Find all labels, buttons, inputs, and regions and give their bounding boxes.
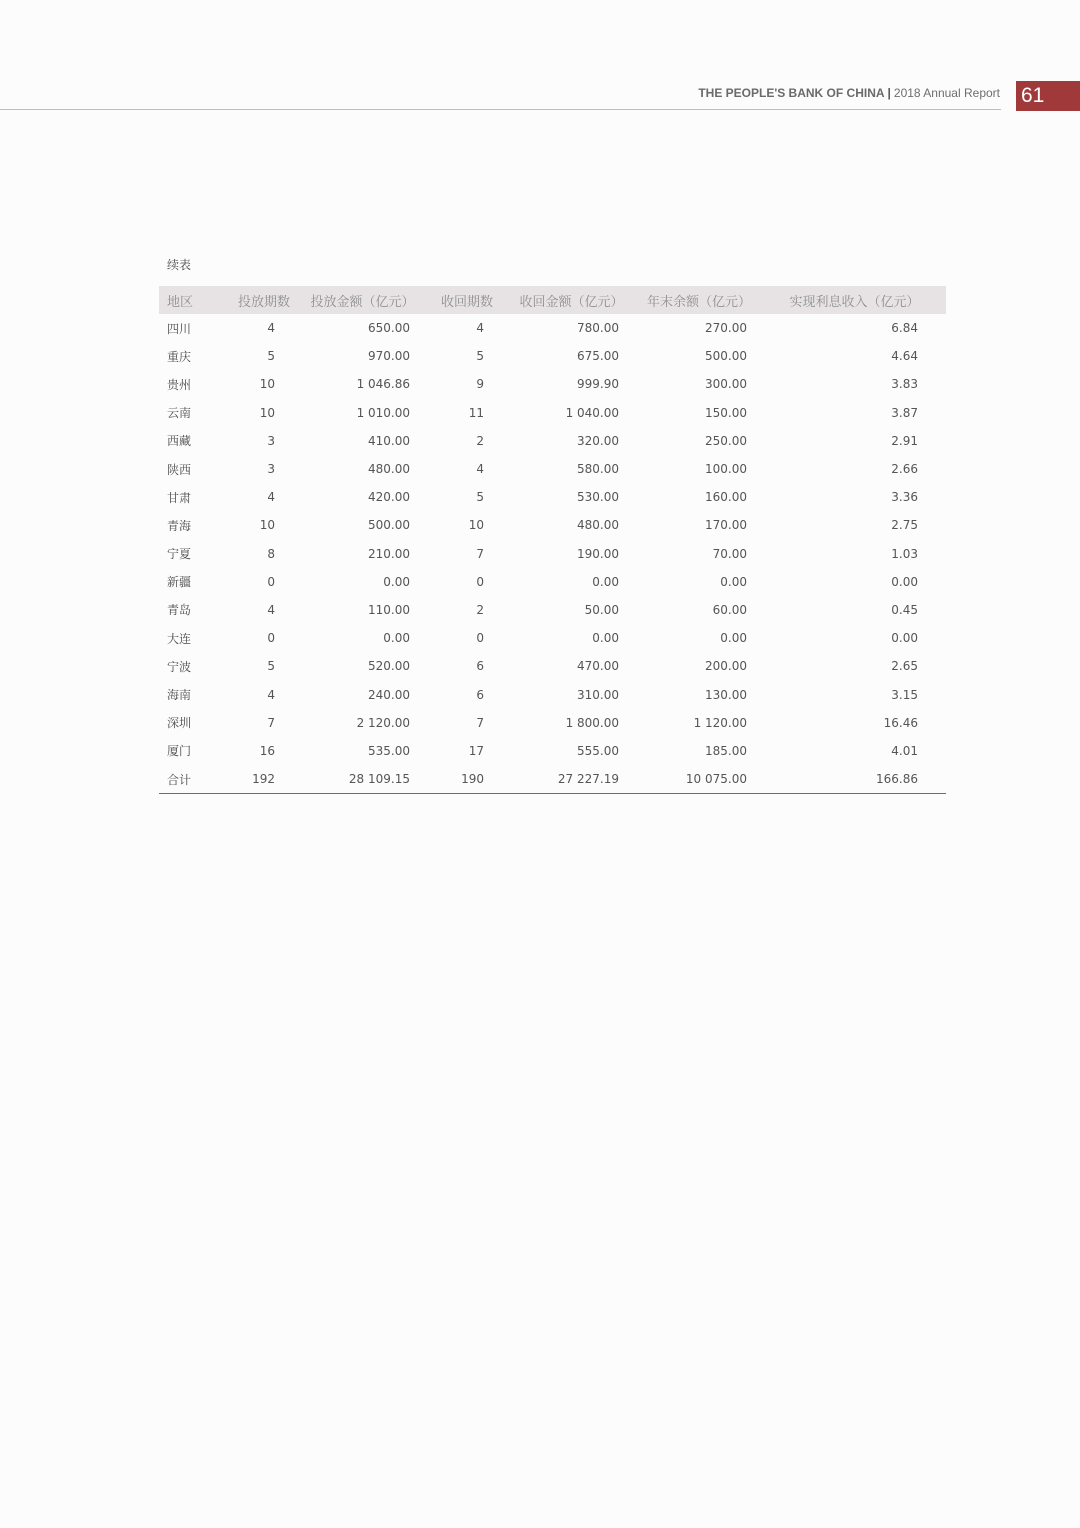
cell-year-end-balance: 185.00 [705, 743, 747, 758]
cell-issued-amount: 240.00 [368, 687, 410, 702]
table-row [159, 624, 946, 652]
cell-recovered-periods: 2 [476, 602, 484, 617]
cell-interest-income: 166.86 [763, 765, 946, 794]
cell-issued-periods: 5 [267, 659, 275, 674]
table-row [159, 596, 946, 624]
cell-interest-income: 2.75 [891, 518, 918, 533]
table-row [159, 765, 946, 794]
cell-issued-periods: 4 [267, 602, 275, 617]
cell-interest-income: 0.45 [891, 602, 918, 617]
cell-recovered-periods: 2 [476, 433, 484, 448]
cell-recovered-amount: 50.00 [584, 602, 619, 617]
cell-recovered-periods: 6 [476, 659, 484, 674]
cell-recovered-amount: 480.00 [577, 518, 619, 533]
cell-recovered-periods: 5 [476, 490, 484, 505]
running-header [698, 86, 1000, 100]
cell-recovered-amount: 27 227.19 [508, 765, 635, 794]
cell-recovered-amount: 530.00 [577, 490, 619, 505]
column-header-year-end-balance: 年末余额（亿元） [646, 294, 751, 310]
cell-issued-periods: 5 [267, 349, 275, 364]
cell-recovered-amount: 580.00 [577, 462, 619, 477]
column-header-recovered-amount: 收回金额（亿元） [519, 294, 624, 310]
cell-recovered-periods: 5 [476, 349, 484, 364]
cell-region: 大连 [167, 631, 192, 646]
cell-interest-income: 16.46 [883, 715, 918, 730]
cell-interest-income: 3.83 [891, 377, 918, 392]
cell-year-end-balance: 10 075.00 [635, 765, 763, 794]
cell-interest-income: 2.91 [891, 433, 918, 448]
cell-issued-periods: 3 [267, 462, 275, 477]
cell-region: 深圳 [167, 716, 192, 731]
cell-recovered-amount: 1 800.00 [565, 715, 619, 730]
cell-recovered-amount: 190.00 [577, 546, 619, 561]
cell-recovered-periods: 11 [468, 405, 484, 420]
cell-region: 重庆 [167, 349, 192, 364]
cell-recovered-periods: 6 [476, 687, 484, 702]
cell-issued-amount: 0.00 [383, 574, 410, 589]
cell-interest-income: 3.87 [891, 405, 918, 420]
cell-year-end-balance: 250.00 [705, 433, 747, 448]
cell-issued-periods: 0 [267, 574, 275, 589]
cell-issued-amount: 1 046.86 [356, 377, 410, 392]
cell-interest-income: 4.01 [891, 743, 918, 758]
cell-issued-periods: 10 [259, 377, 275, 392]
cell-recovered-amount: 1 040.00 [565, 405, 619, 420]
cell-issued-periods: 10 [259, 518, 275, 533]
column-header-issued-periods: 投放期数 [237, 294, 290, 310]
cell-interest-income: 2.66 [891, 462, 918, 477]
cell-year-end-balance: 0.00 [720, 631, 747, 646]
cell-recovered-periods: 4 [476, 321, 484, 336]
cell-issued-amount: 535.00 [368, 743, 410, 758]
table-row [159, 540, 946, 568]
cell-year-end-balance: 300.00 [705, 377, 747, 392]
table-row [159, 680, 946, 708]
cell-year-end-balance: 100.00 [705, 462, 747, 477]
cell-region: 甘肃 [167, 490, 192, 505]
table-row [159, 342, 946, 370]
column-header-interest-income: 实现利息收入（亿元） [789, 294, 920, 310]
table-body [159, 314, 946, 794]
cell-recovered-periods: 190 [426, 765, 508, 794]
cell-recovered-amount: 470.00 [577, 659, 619, 674]
cell-issued-periods: 3 [267, 433, 275, 448]
cell-year-end-balance: 1 120.00 [693, 715, 747, 730]
cell-region: 云南 [167, 406, 192, 421]
cell-recovered-periods: 0 [476, 574, 484, 589]
table-row [159, 652, 946, 680]
column-header-issued-amount: 投放金额（亿元） [310, 294, 415, 310]
column-header-region: 地区 [167, 294, 194, 310]
cell-issued-amount: 0.00 [383, 631, 410, 646]
cell-issued-periods: 0 [267, 631, 275, 646]
header-organization: THE PEOPLE'S BANK OF CHINA [698, 86, 885, 100]
cell-issued-amount: 420.00 [368, 490, 410, 505]
cell-recovered-periods: 0 [476, 631, 484, 646]
table-caption: 续表 [167, 258, 192, 272]
header-rule [0, 109, 1001, 110]
cell-recovered-amount: 320.00 [577, 433, 619, 448]
cell-recovered-amount: 780.00 [577, 321, 619, 336]
cell-issued-periods: 10 [259, 405, 275, 420]
cell-region: 合计 [159, 765, 229, 794]
cell-recovered-periods: 7 [476, 546, 484, 561]
cell-interest-income: 2.65 [891, 659, 918, 674]
cell-recovered-periods: 10 [468, 518, 484, 533]
cell-issued-amount: 520.00 [368, 659, 410, 674]
header-separator: | [887, 86, 891, 100]
cell-region: 宁夏 [167, 547, 192, 562]
cell-year-end-balance: 0.00 [720, 574, 747, 589]
cell-interest-income: 0.00 [891, 631, 918, 646]
cell-interest-income: 3.36 [891, 490, 918, 505]
cell-recovered-periods: 17 [468, 743, 484, 758]
cell-issued-amount: 970.00 [368, 349, 410, 364]
cell-recovered-amount: 555.00 [577, 743, 619, 758]
cell-issued-periods: 7 [267, 715, 275, 730]
cell-issued-amount: 500.00 [368, 518, 410, 533]
table-row [159, 737, 946, 765]
cell-year-end-balance: 70.00 [712, 546, 747, 561]
cell-recovered-periods: 4 [476, 462, 484, 477]
table-row [159, 314, 946, 342]
cell-issued-amount: 210.00 [368, 546, 410, 561]
cell-issued-amount: 410.00 [368, 433, 410, 448]
cell-recovered-amount: 999.90 [577, 377, 619, 392]
table-row [159, 709, 946, 737]
cell-issued-periods: 4 [267, 321, 275, 336]
table-row [159, 455, 946, 483]
cell-issued-periods: 4 [267, 687, 275, 702]
cell-year-end-balance: 200.00 [705, 659, 747, 674]
cell-recovered-amount: 675.00 [577, 349, 619, 364]
cell-region: 贵州 [167, 377, 192, 392]
cell-year-end-balance: 60.00 [712, 602, 747, 617]
cell-recovered-periods: 9 [476, 377, 484, 392]
cell-region: 青海 [167, 518, 192, 533]
table-header-row [159, 286, 946, 314]
cell-region: 宁波 [167, 659, 192, 674]
cell-recovered-amount: 0.00 [592, 631, 619, 646]
cell-interest-income: 4.64 [891, 349, 918, 364]
cell-interest-income: 0.00 [891, 574, 918, 589]
cell-year-end-balance: 170.00 [705, 518, 747, 533]
cell-region: 海南 [167, 688, 192, 703]
cell-region: 陕西 [167, 462, 192, 477]
cell-issued-amount: 2 120.00 [356, 715, 410, 730]
cell-issued-periods: 4 [267, 490, 275, 505]
cell-issued-amount: 1 010.00 [356, 405, 410, 420]
table-row [159, 399, 946, 427]
cell-region: 青岛 [167, 603, 192, 618]
cell-interest-income: 1.03 [891, 546, 918, 561]
page-number-badge: 61 [1016, 81, 1080, 111]
cell-issued-periods: 16 [259, 743, 275, 758]
cell-issued-amount: 650.00 [368, 321, 410, 336]
cell-recovered-periods: 7 [476, 715, 484, 730]
cell-year-end-balance: 160.00 [705, 490, 747, 505]
cell-issued-periods: 192 [229, 765, 299, 794]
cell-issued-amount: 480.00 [368, 462, 410, 477]
table-row [159, 483, 946, 511]
table-row [159, 568, 946, 596]
cell-year-end-balance: 130.00 [705, 687, 747, 702]
cell-region: 西藏 [167, 434, 192, 449]
cell-interest-income: 6.84 [891, 321, 918, 336]
cell-region: 四川 [167, 321, 192, 336]
table-row [159, 370, 946, 398]
cell-issued-amount: 110.00 [368, 602, 410, 617]
column-header-recovered-periods: 收回期数 [440, 294, 493, 310]
cell-issued-amount: 28 109.15 [299, 765, 426, 794]
cell-issued-periods: 8 [267, 546, 275, 561]
cell-region: 新疆 [167, 575, 192, 590]
cell-interest-income: 3.15 [891, 687, 918, 702]
cell-year-end-balance: 500.00 [705, 349, 747, 364]
lending-table [159, 286, 946, 794]
table-row [159, 427, 946, 455]
header-report-title: 2018 Annual Report [893, 86, 1000, 100]
cell-recovered-amount: 0.00 [592, 574, 619, 589]
cell-recovered-amount: 310.00 [577, 687, 619, 702]
cell-region: 厦门 [167, 744, 192, 759]
table-row [159, 511, 946, 539]
cell-year-end-balance: 150.00 [705, 405, 747, 420]
cell-year-end-balance: 270.00 [705, 321, 747, 336]
